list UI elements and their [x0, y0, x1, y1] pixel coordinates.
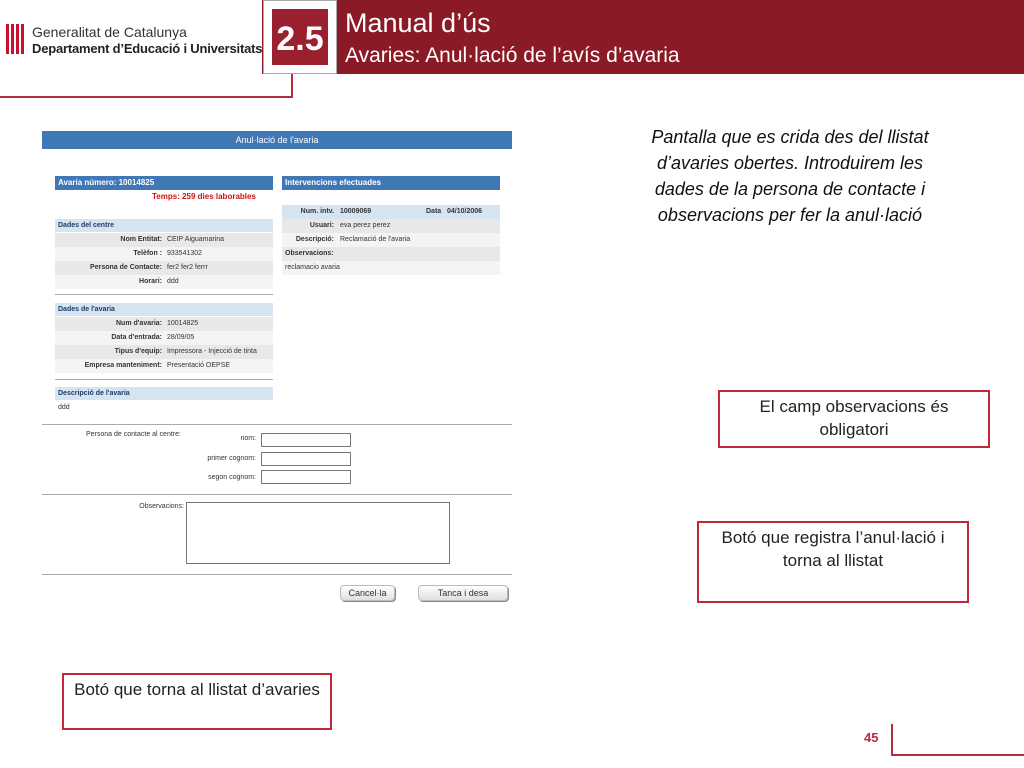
nom-label: nom: [240, 435, 256, 442]
num-intv-label: Num. intv. [300, 208, 334, 215]
footer-underline [891, 754, 1024, 756]
page-title: Manual d’ús [345, 8, 491, 38]
observacions-intv-label: Observacions: [285, 250, 334, 257]
cancel-button[interactable]: Cancel·la [340, 585, 395, 601]
page-subtitle: Avaries: Anul·lació de l’avís d’avaria [345, 44, 680, 67]
usuari-label: Usuari: [309, 222, 334, 229]
data-value: 04/10/2006 [447, 208, 483, 215]
avaria-label: Num d'avaria: [115, 320, 162, 327]
footer-divider [891, 724, 893, 756]
description-text: Pantalla que es crida des del llistat d’avaries obertes. Introduirem les dades de la persona de contacte i observacions per fer la anul·lació [651, 127, 929, 225]
page-number: 45 [864, 730, 879, 745]
app-window [42, 131, 512, 149]
observacions-textarea[interactable] [186, 502, 450, 564]
callout-cancel: Botó que torna al llistat d’avaries [62, 673, 332, 730]
divider [55, 294, 273, 295]
header-divider [291, 74, 293, 98]
divider [42, 574, 512, 575]
org-name: Generalitat de Catalunya [32, 24, 187, 40]
avaria-value: Presentació OEPSE [167, 362, 231, 369]
callout-observacions: El camp observacions és obligatori [718, 390, 990, 448]
divider [55, 379, 273, 380]
callout-save: Botó que registra l’anul·lació i torna al llistat [697, 521, 969, 603]
generalitat-logo-icon [6, 24, 26, 54]
avaria-value: Impressora - Injecció de tinta [167, 348, 257, 355]
centre-label: Persona de Contacte: [90, 264, 162, 271]
descripcio-intv-value: Reclamació de l'avaria [340, 236, 411, 243]
avaria-label: Empresa manteniment: [84, 362, 162, 369]
primer-cognom-input[interactable] [261, 452, 351, 466]
app-header: Anul·lació de l'avaria [42, 131, 512, 149]
centre-value: fer2 fer2 ferrr [167, 264, 208, 271]
nom-input[interactable] [261, 433, 351, 447]
observacions-label: Observacions: [139, 503, 184, 510]
save-button[interactable]: Tanca i desa [418, 585, 508, 601]
avaria-label: Data d'entrada: [111, 334, 162, 341]
section-badge [263, 0, 337, 74]
observacions-intv-value: reclamacio avaria [285, 264, 340, 271]
cognom2-label: segon cognom: [208, 474, 256, 481]
data-label: Data [426, 208, 442, 215]
descripcio-heading: Descripció de l'avaria [55, 387, 273, 400]
num-intv-value: 10009069 [340, 208, 372, 215]
contacte-title: Persona de contacte al centre: [86, 431, 181, 438]
avaria-value: 10014825 [167, 320, 199, 327]
section-number: 2.5 [272, 9, 328, 65]
segon-cognom-input[interactable] [261, 470, 351, 484]
temps-text: Temps: 259 dies laborables [152, 192, 256, 201]
centre-label: Telèfon : [133, 250, 162, 257]
logo-area [0, 0, 262, 74]
divider [42, 494, 512, 495]
descripcio-label: Descripció: [295, 236, 334, 243]
centre-value: 933541302 [167, 250, 203, 257]
header-underline [0, 96, 292, 98]
centre-label: Horari: [139, 278, 162, 285]
avaria-heading: Dades de l'avaria [55, 303, 273, 316]
avaria-label: Tipus d'equip: [114, 348, 162, 355]
descripcio-value: ddd [58, 404, 70, 411]
centre-heading: Dades del centre [55, 219, 273, 232]
centre-value: CEIP Aiguamarina [167, 236, 225, 243]
usuari-value: eva perez perez [340, 222, 391, 229]
intervencions-heading: Intervencions efectuades [282, 176, 500, 190]
department-name: Departament d’Educació i Universitats [32, 41, 263, 56]
cognom1-label: primer cognom: [207, 455, 256, 462]
avaria-value: 28/09/05 [167, 334, 195, 341]
avaria-number: Avaria número: 10014825 [55, 176, 273, 190]
divider [42, 424, 512, 425]
centre-value: ddd [167, 278, 179, 285]
centre-label: Nom Entitat: [120, 236, 162, 243]
